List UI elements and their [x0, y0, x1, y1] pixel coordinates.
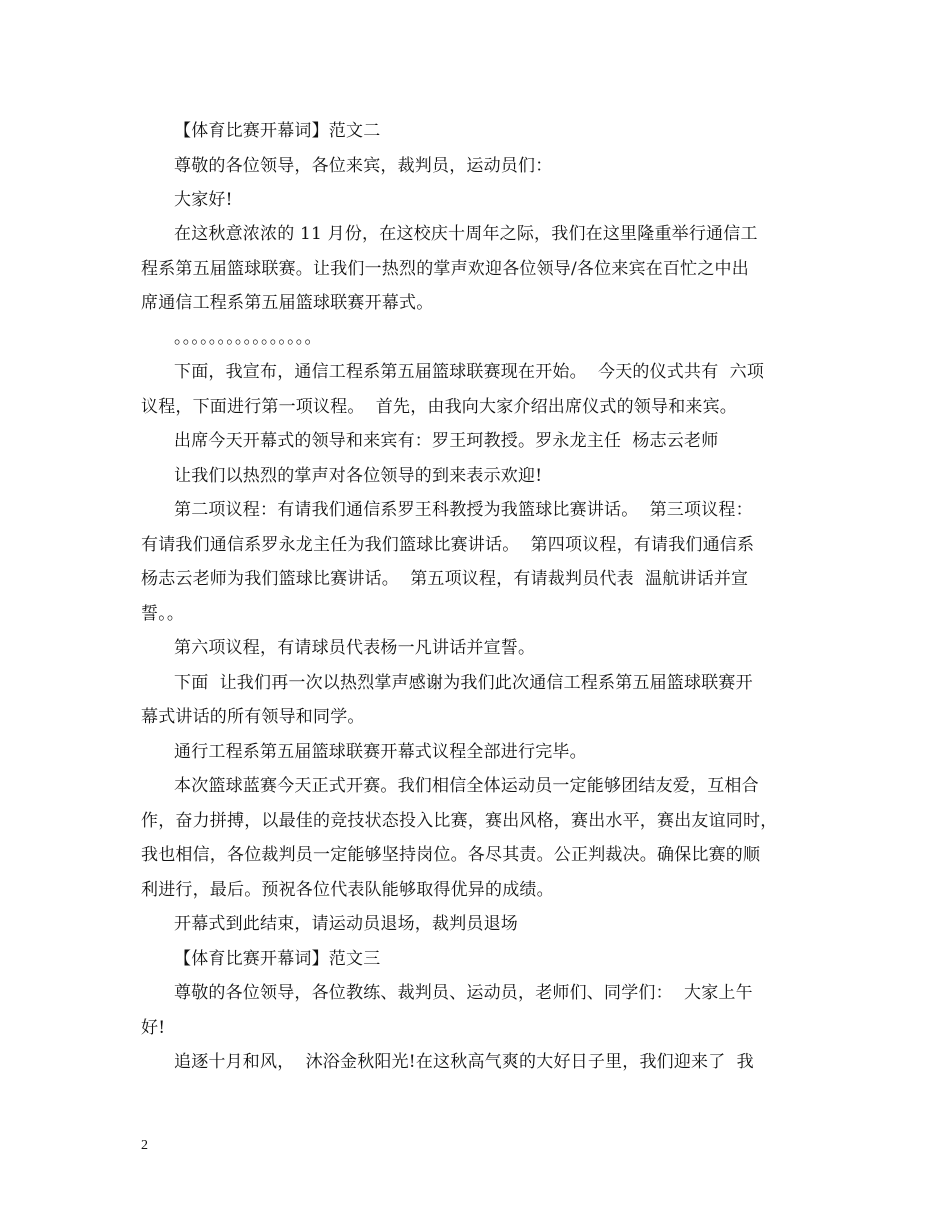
paragraph-line: 出席今天开幕式的领导和来宾有：罗王珂教授。罗永龙主任 杨志云老师	[174, 431, 719, 451]
paragraph-line: 让我们以热烈的掌声对各位领导的到来表示欢迎!	[174, 466, 543, 486]
paragraph-line: 第二项议程：有请我们通信系罗王科教授为我篮球比赛讲话。 第三项议程：	[174, 500, 753, 520]
paragraph-line: 我也相信，各位裁判员一定能够坚持岗位。各尽其责。公正判裁决。确保比赛的顺	[141, 845, 761, 865]
paragraph-line: 杨志云老师为我们篮球比赛讲话。 第五项议程，有请裁判员代表 温航讲话并宣	[141, 569, 749, 589]
paragraph-line: 尊敬的各位领导，各位教练、裁判员、运动员，老师们、同学们： 大家上午	[174, 983, 753, 1003]
paragraph-line: 有请我们通信系罗永龙主任为我们篮球比赛讲话。 第四项议程，有请我们通信系	[141, 535, 755, 555]
paragraph-line: 下面 让我们再一次以热烈掌声感谢为我们此次通信工程系第五届篮球联赛开	[174, 673, 753, 693]
paragraph-line: 誓。。	[141, 604, 185, 624]
paragraph-line: 下面，我宣布，通信工程系第五届篮球联赛现在开始。 今天的仪式共有 六项	[174, 362, 765, 382]
ellipsis-line: 。。。。。。。。。。。。。。。。	[174, 328, 322, 348]
paragraph-line: 通行工程系第五届篮球联赛开幕式议程全部进行完毕。	[174, 742, 587, 762]
paragraph-line: 席通信工程系第五届篮球联赛开幕式。	[141, 293, 434, 313]
paragraph-line: 利进行，最后。预祝各位代表队能够取得优异的成绩。	[141, 880, 554, 900]
paragraph-line: 作，奋力拼搏，以最佳的竞技状态投入比赛，赛出风格，赛出水平，赛出友谊同时，	[141, 811, 778, 831]
page-number: 2	[141, 1138, 148, 1153]
paragraph-line: 尊敬的各位领导，各位来宾，裁判员，运动员们：	[174, 156, 553, 176]
paragraph-line: 本次篮球蓝赛今天正式开赛。我们相信全体运动员一定能够团结友爱，互相合	[174, 776, 759, 796]
paragraph-line: 追逐十月和风， 沐浴金秋阳光!在这秋高气爽的大好日子里，我们迎来了 我	[174, 1052, 754, 1072]
paragraph-line: 在这秋意浓浓的 11 月份，在这校庆十周年之际，我们在这里隆重举行通信工	[174, 224, 758, 244]
heading-fanwen-san: 【体育比赛开幕词】范文三	[174, 949, 381, 969]
paragraph-line: 好!	[141, 1018, 166, 1038]
paragraph-line: 议程，下面进行第一项议程。 首先，由我向大家介绍出席仪式的领导和来宾。	[141, 397, 738, 417]
paragraph-line: 开幕式到此结束，请运动员退场，裁判员退场	[174, 914, 518, 934]
paragraph-line: 程系第五届篮球联赛。让我们一热烈的掌声欢迎各位领导/各位来宾在百忙之中出	[141, 259, 749, 279]
heading-fanwen-er: 【体育比赛开幕词】范文二	[174, 121, 381, 141]
paragraph-line: 大家好!	[174, 190, 233, 210]
paragraph-line: 幕式讲话的所有领导和同学。	[141, 707, 365, 727]
paragraph-line: 第六项议程，有请球员代表杨一凡讲话并宣誓。	[174, 638, 536, 658]
